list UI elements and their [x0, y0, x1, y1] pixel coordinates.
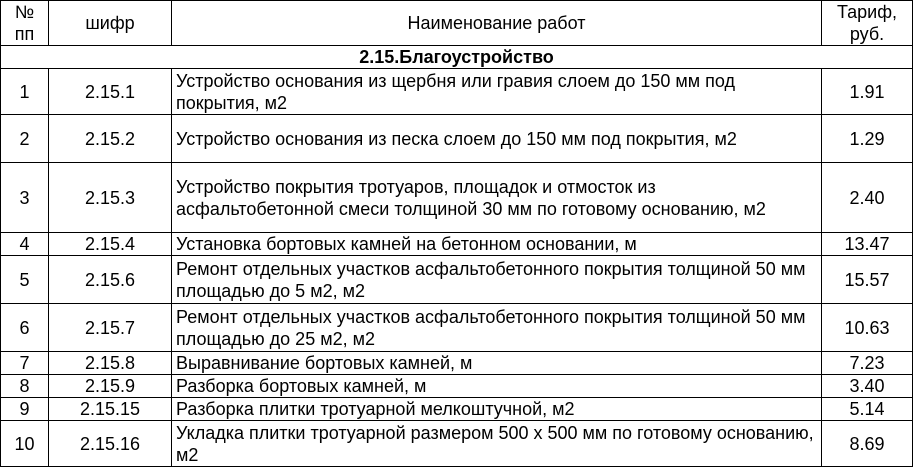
- row-rate: 13.47: [822, 233, 913, 256]
- row-number: 3: [1, 163, 49, 233]
- header-number-line1: №: [14, 2, 35, 22]
- row-code: 2.15.9: [49, 375, 172, 398]
- row-code: 2.15.6: [49, 256, 172, 304]
- row-rate: 7.23: [822, 352, 913, 375]
- row-name: Разборка плитки тротуарной мелкоштучной, м2: [172, 398, 822, 421]
- row-code: 2.15.1: [49, 69, 172, 115]
- row-number: 6: [1, 304, 49, 352]
- table-row: [1, 375, 913, 398]
- row-rate: 10.63: [822, 304, 913, 352]
- row-rate: 15.57: [822, 256, 913, 304]
- row-number: 5: [1, 256, 49, 304]
- row-rate: 2.40: [822, 163, 913, 233]
- row-name: Установка бортовых камней на бетонном основании, м: [172, 233, 822, 256]
- row-rate: 3.40: [822, 375, 913, 398]
- row-number: 4: [1, 233, 49, 256]
- row-number: 10: [1, 421, 49, 467]
- table-row: [1, 69, 913, 115]
- row-rate: 8.69: [822, 421, 913, 467]
- header-name: Наименование работ: [172, 1, 822, 46]
- row-number: 2: [1, 115, 49, 163]
- header-rate-line1: Тариф,: [836, 2, 898, 22]
- header-number-line2: пп: [14, 24, 35, 44]
- row-number: 7: [1, 352, 49, 375]
- row-number: 9: [1, 398, 49, 421]
- row-name: Выравнивание бортовых камней, м: [172, 352, 822, 375]
- table-row: [1, 304, 913, 352]
- row-name: Устройство покрытия тротуаров, площадок и отмосток из асфальтобетонной смеси толщиной 30 мм по готовому основанию, м2: [172, 163, 822, 233]
- row-name: Устройство основания из щербня или гравия слоем до 150 мм под покрытия, м2: [172, 69, 822, 115]
- table-header-row: [1, 1, 913, 46]
- row-name: Разборка бортовых камней, м: [172, 375, 822, 398]
- row-code: 2.15.8: [49, 352, 172, 375]
- table-row: [1, 352, 913, 375]
- row-number: 1: [1, 69, 49, 115]
- section-row: [1, 46, 913, 69]
- table-row: [1, 421, 913, 467]
- row-name: Ремонт отдельных участков асфальтобетонного покрытия толщиной 50 мм площадью до 5 м2, м2: [172, 256, 822, 304]
- row-rate: 5.14: [822, 398, 913, 421]
- row-code: 2.15.7: [49, 304, 172, 352]
- header-rate: [822, 1, 913, 46]
- row-name: Устройство основания из песка слоем до 150 мм под покрытия, м2: [172, 115, 822, 163]
- table-row: [1, 115, 913, 163]
- row-code: 2.15.2: [49, 115, 172, 163]
- header-number: [1, 1, 49, 46]
- row-rate: 1.91: [822, 69, 913, 115]
- table-row: [1, 233, 913, 256]
- table-row: [1, 398, 913, 421]
- row-name: Укладка плитки тротуарной размером 500 х 500 мм по готовому основанию, м2: [172, 421, 822, 467]
- row-code: 2.15.3: [49, 163, 172, 233]
- row-code: 2.15.15: [49, 398, 172, 421]
- header-code: шифр: [49, 1, 172, 46]
- row-code: 2.15.4: [49, 233, 172, 256]
- row-code: 2.15.16: [49, 421, 172, 467]
- table-row: [1, 256, 913, 304]
- row-number: 8: [1, 375, 49, 398]
- section-title: 2.15.Благоустройство: [1, 46, 913, 69]
- row-name: Ремонт отдельных участков асфальтобетонного покрытия толщиной 50 мм площадью до 25 м2, м2: [172, 304, 822, 352]
- row-rate: 1.29: [822, 115, 913, 163]
- table-row: [1, 163, 913, 233]
- header-rate-line2: руб.: [849, 24, 885, 44]
